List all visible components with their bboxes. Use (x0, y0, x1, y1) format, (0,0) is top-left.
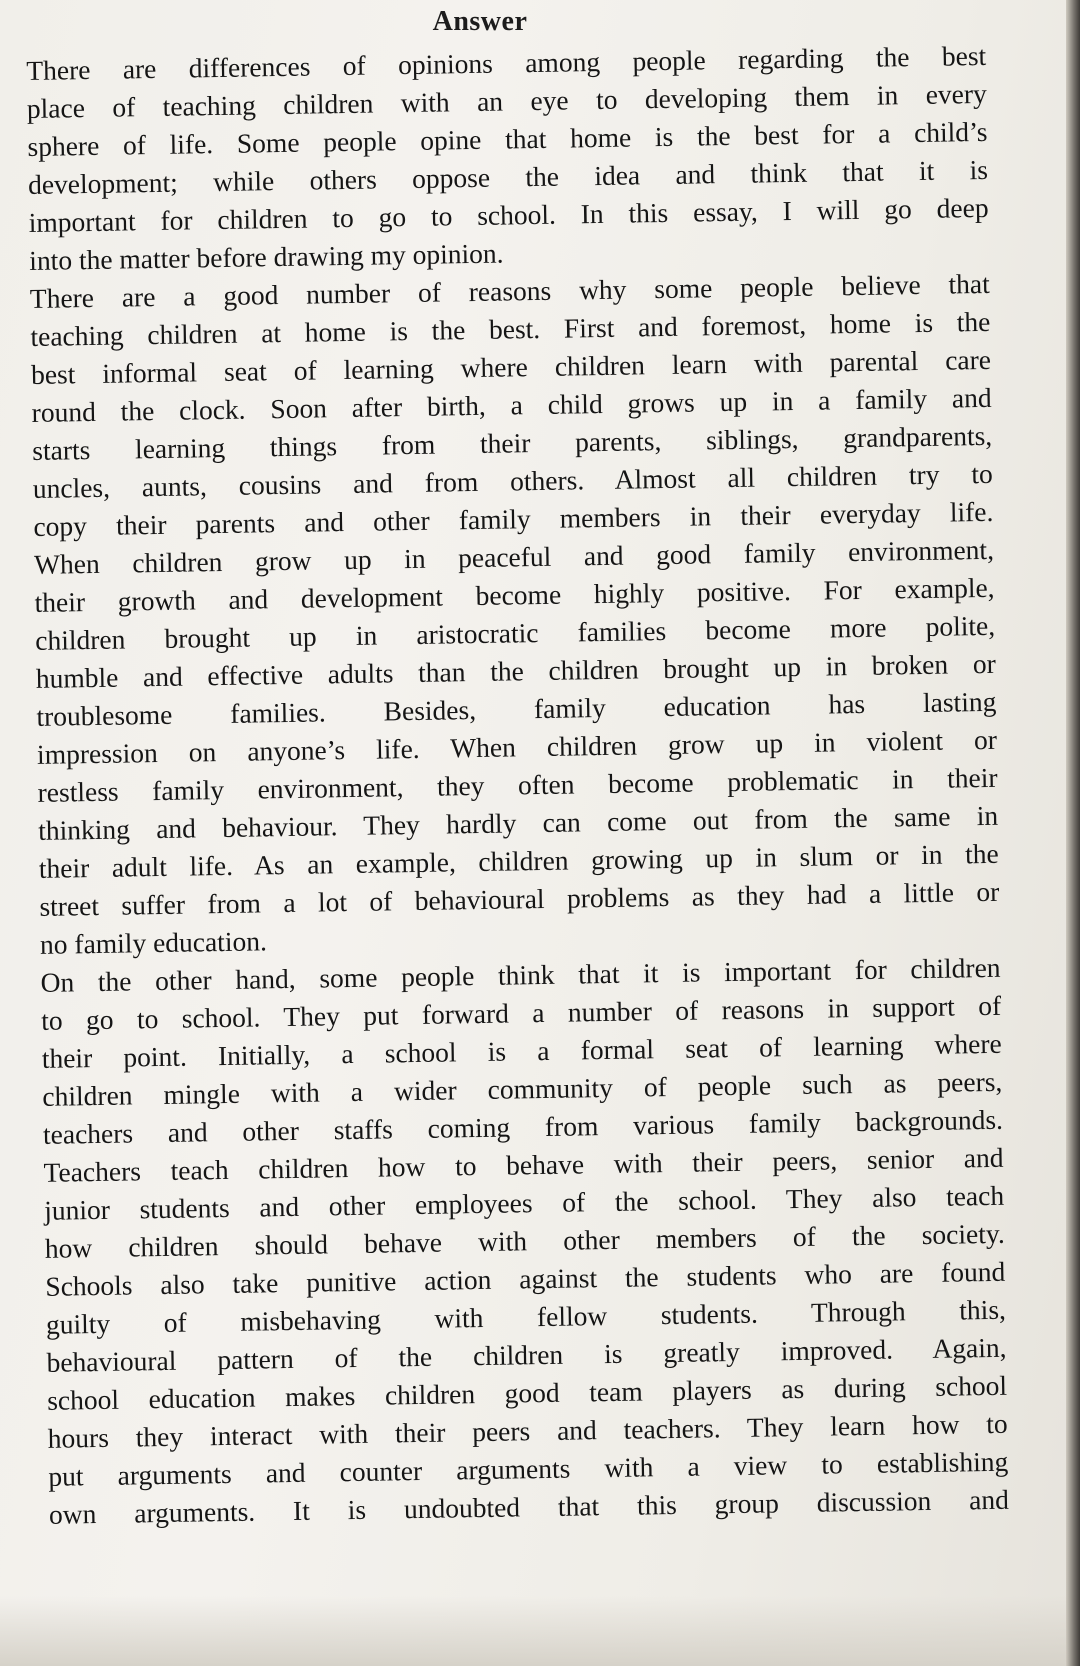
text-line: behavioural pattern of the children is greatly improved. Again, (46, 1331, 1007, 1378)
text-line: teachers and other staffs coming from various family backgrounds. (42, 1103, 1004, 1150)
text-line: There are differences of opinions among people regarding the best (26, 39, 987, 86)
text-line: their point. Initially, a school is a formal seat of learning where (41, 1027, 1002, 1074)
text-line: junior students and other employees of the school. They also teach (43, 1179, 1005, 1226)
paragraph-school-education (40, 949, 1009, 1534)
text-line: their growth and development become highly positive. For example, (34, 571, 995, 618)
text-line: to go to school. They put forward a number of reasons in support of (40, 989, 1002, 1036)
text-line: uncles, aunts, cousins and from others. Almost all children try to (32, 457, 993, 504)
text-line: restless family environment, they often become problematic in their (37, 761, 998, 808)
text-line: thinking and behaviour. They hardly can come out from the same in (37, 799, 999, 846)
text-line: children brought up in aristocratic families become more polite, (35, 609, 996, 656)
margin-page-label (0, 1486, 2, 1586)
text-line: how children should behave with other members of the society. (44, 1217, 1005, 1264)
text-line: into the matter before drawing my opinion. (29, 237, 504, 276)
text-line: school education makes children good team players as during school (46, 1369, 1008, 1416)
text-line: Schools also take punitive action against the students who are found (45, 1255, 1006, 1302)
text-line: children mingle with a wider community of people such as peers, (42, 1065, 1003, 1112)
text-line: guilty of misbehaving with fellow students. Through this, (45, 1293, 1007, 1340)
paragraph-introduction (26, 37, 989, 280)
text-line: humble and effective adults than the children brought up in broken or (35, 647, 996, 694)
book-binding-edge (1066, 0, 1080, 1666)
text-line: There are a good number of reasons why some people believe that (29, 267, 990, 314)
page-bottom-shadow (0, 1596, 1080, 1666)
text-line: hours they interact with their peers and teachers. They learn how to (47, 1407, 1008, 1454)
text-line: development; while others oppose the idea and think that it is (27, 153, 989, 200)
text-line: starts learning things from their parents, siblings, grandparents, (32, 419, 993, 466)
text-line: round the clock. Soon after birth, a child grows up in a family and (31, 381, 992, 428)
text-line: best informal seat of learning where children learn with parental care (30, 343, 992, 390)
paragraph-home-education (30, 265, 1001, 964)
text-line: their adult life. As an example, children growing up in slum or in the (38, 837, 999, 884)
text-line: own arguments. It is undoubted that this group discussion and (48, 1483, 1010, 1530)
text-line: put arguments and counter arguments with a view to establishing (48, 1445, 1009, 1492)
text-line: place of teaching children with an eye to developing them in every (26, 77, 988, 124)
text-line: sphere of life. Some people opine that home is the best for a child’s (27, 115, 988, 162)
essay-body (26, 37, 1009, 1534)
text-line: copy their parents and other family members in their everyday life. (33, 495, 994, 542)
text-line: Teachers teach children how to behave with their peers, senior and (43, 1141, 1004, 1188)
text-line: impression on anyone’s life. When children grow up in violent or (36, 723, 998, 770)
text-line: important for children to go to school. In this essay, I will go deep (28, 191, 989, 238)
text-line: On the other hand, some people think that it is important for children (40, 951, 1001, 998)
text-line: street suffer from a lot of behavioural problems as they had a little or (39, 875, 1000, 922)
text-line: teaching children at home is the best. First and foremost, home is the (30, 305, 991, 352)
text-line: troublesome families. Besides, family education has lasting (36, 685, 997, 732)
page-heading: Answer (432, 6, 528, 37)
text-line: When children grow up in peaceful and good family environment, (33, 533, 995, 580)
text-line: no family education. (39, 925, 268, 960)
